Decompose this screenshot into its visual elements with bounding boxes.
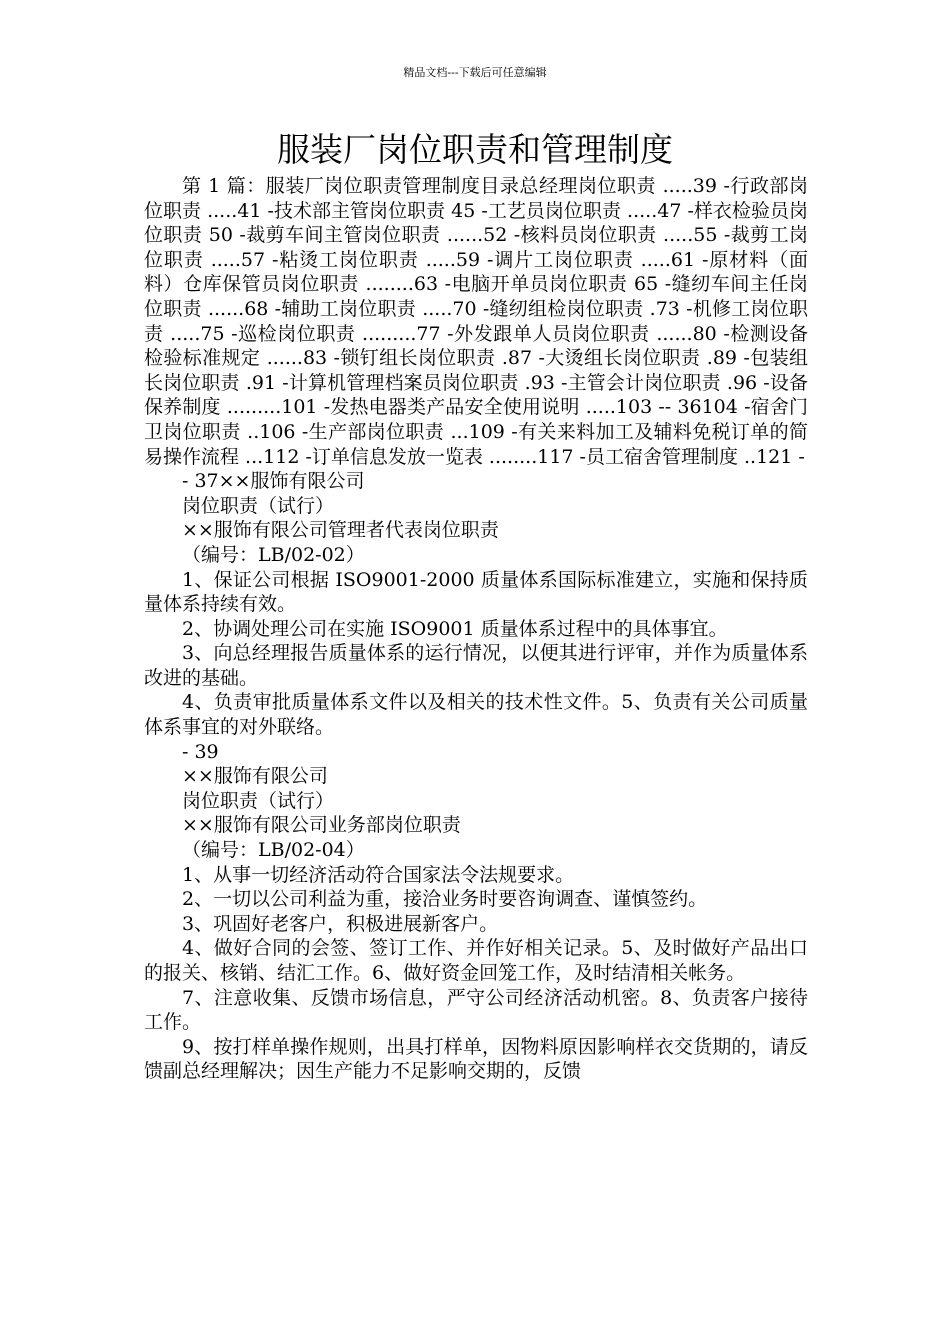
page-marker-company: - 37××服饰有限公司: [182, 470, 365, 493]
duty-item: 3、巩固好老客户，积极进展新客户。: [182, 912, 499, 935]
table-of-contents-paragraph: 第 1 篇：服装厂岗位职责管理制度目录总经理岗位职责 .....39 -行政部岗位职责 .....41 -技术部主管岗位职责 45 -工艺员岗位职责 .....47 -样衣检验员岗位职责 50 -裁剪车间主管岗位职责 ......52 -核料员岗位职责 .....55 -裁剪工岗位职责 .....57 -粘烫工岗位职责 .....59 -调片工岗位职责 .....61 -原材料（面料）仓库保管员岗位职责 ........63 -电脑开单员岗位职责 65 -缝纫车间主任岗位职责 ......68 -辅助工岗位职责 .....70 -缝纫组检岗位职责 .73 -机修工岗位职责 .....75 -巡检岗位职责 .........77 -外发跟单人员岗位职责 ......80 -检测设备检验标准规定 ......83 -锁钉组长岗位职责 .87 -大烫组长岗位职责 .89 -包装组长岗位职责 .91 -计算机管理档案员岗位职责 .93 -主管会计岗位职责 .96 -设备保养制度 .........101 -发热电器类产品安全使用说明 .....103 -- 36104 -宿舍门卫岗位职责 ..106 -生产部岗位职责 ...109 -有关来料加工及辅料免税订单的简易操作流程 ...112 -订单信息发放一览表 ........117 -员工宿舍管理制度 ..121 -: [144, 175, 808, 468]
duty-item: 7、注意收集、反馈市场信息，严守公司经济活动机密。8、负责客户接待工作。: [144, 986, 808, 1034]
duty-item: 9、按打样单操作规则，出具打样单，因物料原因影响样衣交货期的，请反馈副总经理解决；因生产能力不足影响交期的，反馈: [144, 1035, 808, 1083]
company-name: ××服饰有限公司: [182, 765, 328, 788]
document-body: [144, 174, 808, 1084]
document-title: 服装厂岗位职责和管理制度: [277, 130, 673, 169]
duty-item: 2、一切以公司利益为重，接洽业务时要咨询调查、谨慎签约。: [182, 888, 708, 911]
duty-item: 4、负责审批质量体系文件以及相关的技术性文件。5、负责有关公司质量体系事宜的对外联络。: [144, 691, 808, 739]
duty-item: 1、从事一切经济活动符合国家法令法规要求。: [182, 863, 575, 886]
duty-item: 2、协调处理公司在实施 ISO9001 质量体系过程中的具体事宜。: [182, 617, 728, 640]
duty-item: 4、做好合同的会签、签订工作、并作好相关记录。5、及时做好产品出口的报关、核销、结汇工作。6、做好资金回笼工作，及时结清相关帐务。: [144, 937, 808, 984]
section-title-management-rep: ××服饰有限公司管理者代表岗位职责: [182, 519, 499, 542]
section-heading: 岗位职责（试行）: [182, 789, 335, 812]
duty-item: 1、保证公司根据 ISO9001-2000 质量体系国际标准建立，实施和保持质量体系持续有效。: [144, 568, 808, 616]
section-heading: 岗位职责（试行）: [182, 494, 335, 517]
section-code: （编号：LB/02-02）: [182, 543, 365, 566]
duty-item: 3、向总经理报告质量体系的运行情况，以便其进行评审，并作为质量体系改进的基础。: [144, 642, 808, 689]
header-note: 精品文档---下载后可任意编辑: [403, 66, 547, 79]
page-marker: - 39: [182, 740, 219, 763]
section-title-business-dept: ××服饰有限公司业务部岗位职责: [182, 814, 461, 837]
section-code: （编号：LB/02-04）: [182, 839, 365, 862]
